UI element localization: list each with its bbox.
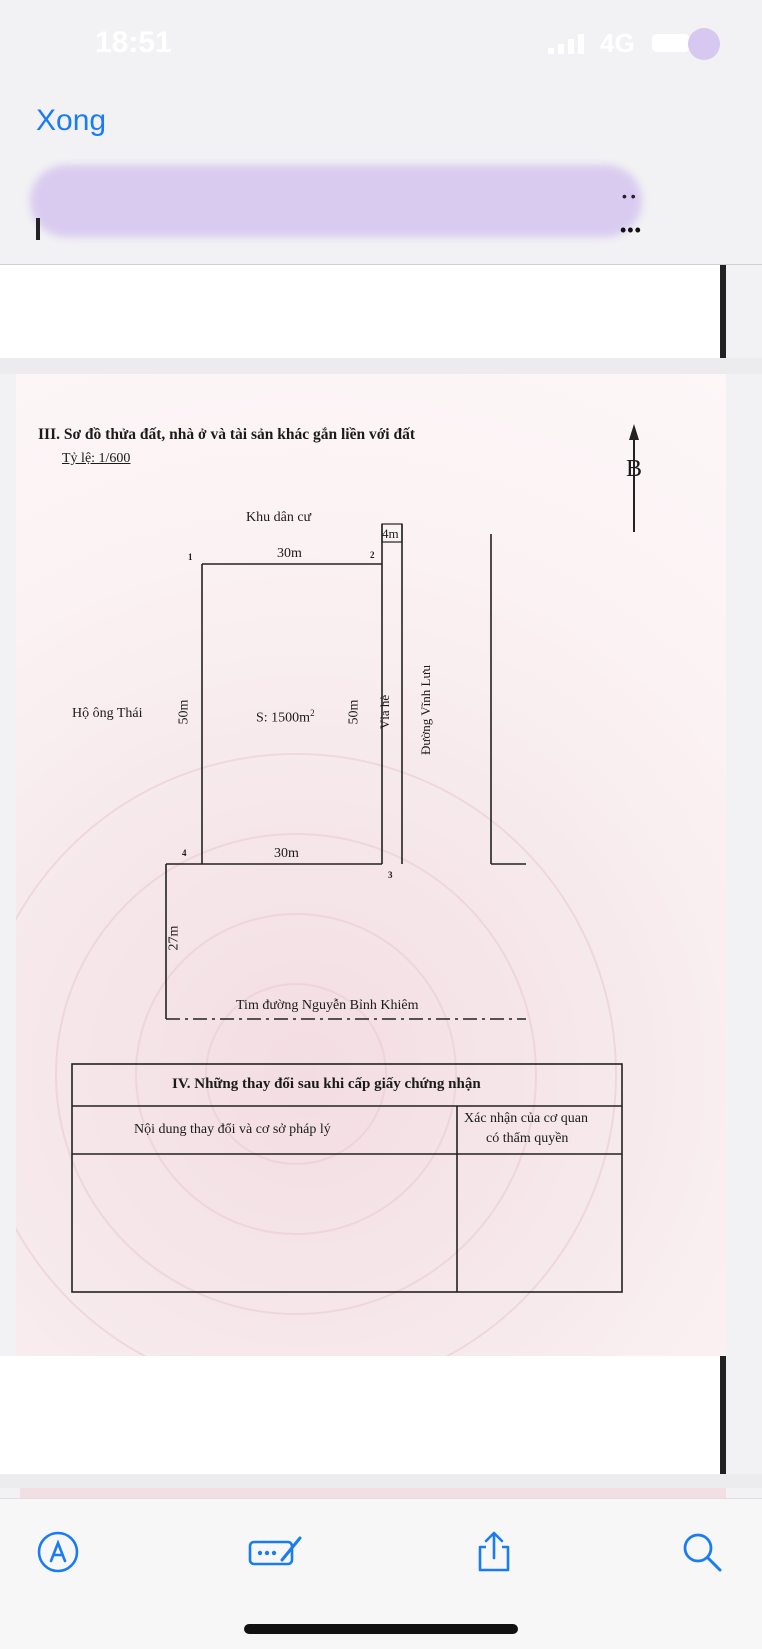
done-button[interactable]: Xong bbox=[36, 104, 107, 137]
area-value: S: 1500m bbox=[256, 710, 311, 726]
table-col2-header-line1: Xác nhận của cơ quan bbox=[464, 1111, 589, 1126]
scale-label: Tỷ lệ: 1/600 bbox=[62, 451, 131, 466]
signal-icon bbox=[548, 34, 592, 54]
point-4: 4 bbox=[182, 848, 187, 858]
point-3: 3 bbox=[388, 870, 393, 880]
street-right-label: Đường Vĩnh Lưu bbox=[418, 664, 433, 756]
status-time: 18:51 bbox=[95, 26, 172, 59]
section3-title: III. Sơ đồ thửa đất, nhà ở và tài sản khác gắn liền với đất bbox=[38, 426, 416, 443]
sidewalk-label: Vỉa hè bbox=[377, 694, 393, 730]
recording-indicator-icon bbox=[688, 28, 720, 60]
north-label: B bbox=[626, 456, 643, 482]
network-type: 4G bbox=[600, 28, 635, 58]
table-col2-header-line2: có thẩm quyền bbox=[486, 1131, 569, 1146]
document-page[interactable] bbox=[16, 374, 726, 1356]
edge-right-label: 50m bbox=[346, 699, 362, 725]
section4-title: IV. Những thay đổi sau khi cấp giấy chứng nhận bbox=[172, 1076, 481, 1092]
page-edge bbox=[720, 1356, 726, 1474]
street-bottom-label: Tim đường Nguyễn Bỉnh Khiêm bbox=[236, 998, 419, 1013]
point-1: 1 bbox=[188, 552, 193, 562]
distance-label: 27m bbox=[166, 925, 182, 951]
edge-left-label: 50m bbox=[176, 699, 192, 725]
page-separator-area bbox=[0, 1356, 720, 1474]
share-icon[interactable] bbox=[472, 1530, 516, 1574]
next-page bbox=[20, 1488, 726, 1498]
area-label bbox=[256, 708, 315, 727]
land-plot-diagram bbox=[16, 374, 726, 1356]
top-neighbor-label: Khu dân cư bbox=[246, 510, 312, 525]
annotate-icon[interactable] bbox=[248, 1530, 304, 1574]
more-top-dots: • • bbox=[622, 188, 636, 204]
document-title-redacted bbox=[30, 165, 642, 237]
title-edge-mark bbox=[36, 218, 40, 240]
page-edge bbox=[720, 265, 726, 358]
battery-icon bbox=[652, 34, 690, 52]
sidewalk-width-label: 4m bbox=[382, 526, 399, 541]
home-indicator[interactable] bbox=[244, 1624, 518, 1634]
status-bar bbox=[0, 0, 762, 90]
page-gap bbox=[0, 358, 762, 374]
markup-icon[interactable] bbox=[36, 1530, 80, 1574]
edge-top-label: 30m bbox=[277, 546, 302, 561]
point-2: 2 bbox=[370, 550, 375, 560]
edge-bottom-label: 30m bbox=[274, 846, 299, 861]
left-neighbor-label: Hộ ông Thái bbox=[72, 706, 143, 721]
search-icon[interactable] bbox=[680, 1530, 724, 1574]
page-gap bbox=[0, 1474, 762, 1488]
area-unit-superscript: 2 bbox=[310, 708, 315, 718]
table-col1-header: Nội dung thay đổi và cơ sở pháp lý bbox=[134, 1122, 331, 1137]
previous-page bbox=[0, 265, 722, 358]
more-options-button[interactable]: ••• bbox=[620, 220, 642, 240]
